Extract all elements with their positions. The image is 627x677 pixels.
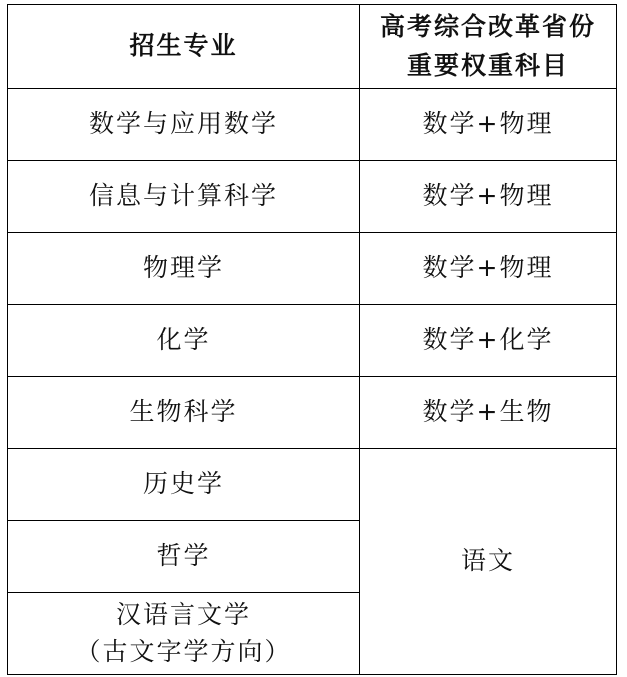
table-row [8,305,617,377]
major-cell: 生物科学 [8,377,360,449]
major-cell: 化学 [8,305,360,377]
table-row [8,233,617,305]
major-cell: 哲学 [8,521,360,593]
table-row [8,89,617,161]
major-cell: 历史学 [8,449,360,521]
header-subject [360,5,617,89]
header-subject-line1: 高考综合改革省份 [379,11,596,41]
major-line2: （古文字学方向） [75,636,292,666]
subject-cell: 数学+物理 [360,89,617,161]
header-subject-line2: 重要权重科目 [406,50,569,80]
major-line1: 汉语言文学 [115,600,251,630]
table-row [8,449,617,521]
table-row [8,161,617,233]
header-major: 招生专业 [8,5,360,89]
major-cell: 物理学 [8,233,360,305]
majors-table [7,4,617,675]
subject-cell: 数学+物理 [360,161,617,233]
major-cell: 信息与计算科学 [8,161,360,233]
major-cell [8,593,360,675]
subject-cell: 数学+生物 [360,377,617,449]
table-header-row [8,5,617,89]
subject-cell: 数学+化学 [360,305,617,377]
table-row [8,377,617,449]
subject-cell: 数学+物理 [360,233,617,305]
merged-subject-cell: 语文 [360,449,617,675]
major-cell: 数学与应用数学 [8,89,360,161]
